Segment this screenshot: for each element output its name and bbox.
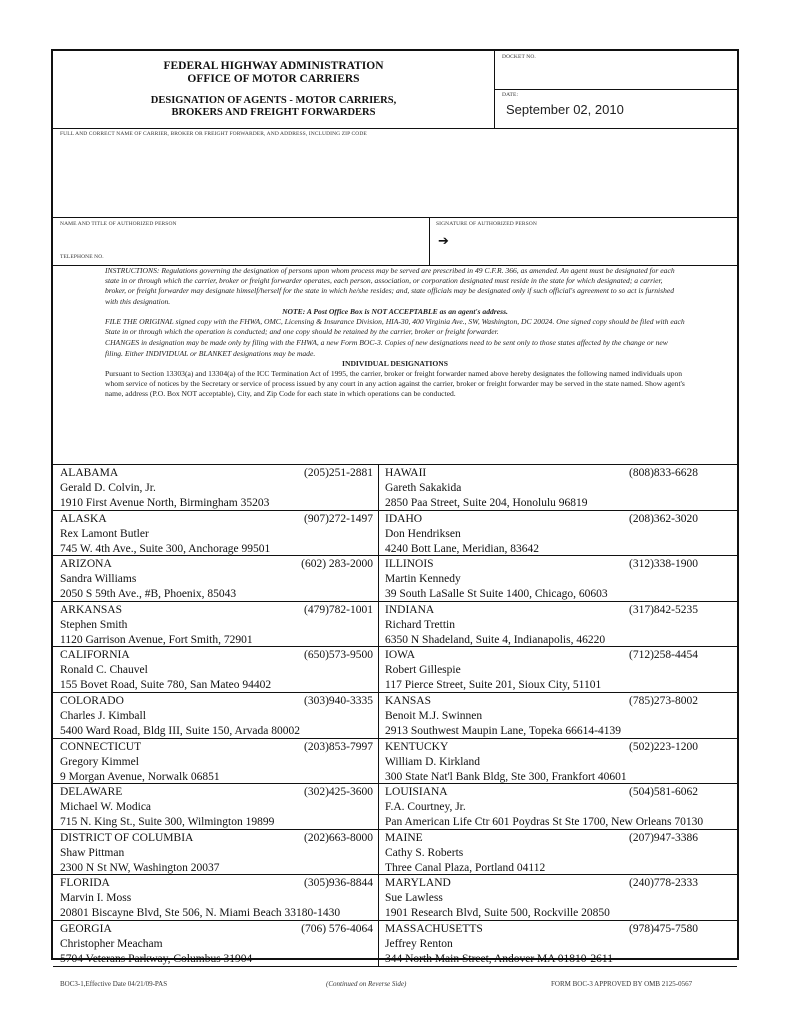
agent-state: CONNECTICUT <box>60 740 142 753</box>
instructions-paragraph: FILE THE ORIGINAL signed copy with the FHWA, OMC, Licensing & Insurance Division, HIA-30, 400 Virginia Ave., SW, Washington, DC 20024. One signed copy should be filed with each State in or through which the operation is conducted; and one copy should be retained by the carrier, broker or freight forwarder. <box>105 317 685 337</box>
agent-cell-maryland <box>380 876 704 922</box>
agent-phone: (208)362-3020 <box>629 512 698 525</box>
agent-address: 745 W. 4th Ave., Suite 300, Anchorage 99501 <box>60 542 271 555</box>
agent-phone: (504)581-6062 <box>629 786 698 799</box>
agent-name: William D. Kirkland <box>385 755 481 768</box>
agent-phone: (207)947-3386 <box>629 831 698 844</box>
agent-state: ALABAMA <box>60 467 119 479</box>
agent-address: 6350 N Shadeland, Suite 4, Indianapolis, 46220 <box>385 633 606 646</box>
agent-cell-georgia <box>55 922 379 968</box>
agent-name: Shaw Pittman <box>60 846 125 859</box>
agent-cell-alaska <box>55 512 379 558</box>
row-divider <box>53 464 737 465</box>
agent-state: DISTRICT OF COLUMBIA <box>60 831 194 844</box>
agent-name: Gareth Sakakida <box>385 482 462 494</box>
agent-cell-kentucky <box>380 740 704 786</box>
agent-state: ILLINOIS <box>385 558 434 571</box>
agent-state: INDIANA <box>385 603 435 616</box>
agency-title <box>53 60 494 86</box>
agent-address: 2300 N St NW, Washington 20037 <box>60 861 220 874</box>
telephone-label: TELEPHONE NO. <box>60 254 104 260</box>
divider <box>53 217 737 218</box>
agent-phone: (978)475-7580 <box>629 923 698 935</box>
agent-name: Martin Kennedy <box>385 573 461 586</box>
agent-phone: (205)251-2881 <box>304 467 373 479</box>
agent-state: COLORADO <box>60 695 124 707</box>
agent-state: MARYLAND <box>385 877 451 890</box>
agent-cell-connecticut <box>55 740 379 786</box>
agent-state: GEORGIA <box>60 923 112 935</box>
agent-address: 39 South LaSalle St Suite 1400, Chicago, 60603 <box>385 588 608 601</box>
row-divider <box>53 966 737 967</box>
agent-phone: (650)573-9500 <box>304 649 373 662</box>
footer-left: BOC3-1,Effective Date 04/21/09-PAS <box>60 980 168 988</box>
agent-name: Jeffrey Renton <box>385 938 453 950</box>
agent-cell-massachusetts <box>380 922 704 968</box>
agent-phone: (479)782-1001 <box>304 603 373 616</box>
row-divider <box>53 738 737 739</box>
agent-cell-colorado <box>55 694 379 740</box>
signature-label: SIGNATURE OF AUTHORIZED PERSON <box>436 221 537 227</box>
agent-address: 5704 Veterans Parkway, Columbus 31904 <box>60 953 253 965</box>
agent-name: Don Hendriksen <box>385 527 461 540</box>
agent-name: Marvin I. Moss <box>60 892 132 905</box>
agent-state: ARIZONA <box>60 558 112 571</box>
agent-cell-alabama <box>55 466 379 512</box>
form-subtitle <box>53 95 494 119</box>
agent-name: Stephen Smith <box>60 618 128 631</box>
agent-address: 1901 Research Blvd, Suite 500, Rockville 20850 <box>385 907 610 920</box>
agent-address: Pan American Life Ctr 601 Poydras St Ste 1700, New Orleans 70130 <box>385 816 704 829</box>
instructions <box>105 266 685 400</box>
agent-state: MASSACHUSETTS <box>385 923 483 935</box>
po-box-note: NOTE: A Post Office Box is NOT ACCEPTABLE as an agent's address. <box>282 306 508 316</box>
agent-name: Christopher Meacham <box>60 938 163 950</box>
agent-cell-indiana <box>380 603 704 649</box>
agent-phone: (907)272-1497 <box>304 512 373 525</box>
agent-address: 20801 Biscayne Blvd, Ste 506, N. Miami Beach 33180-1430 <box>60 907 341 920</box>
date-label: DATE: <box>502 92 519 98</box>
agent-address: 117 Pierce Street, Suite 201, Sioux City, 51101 <box>385 679 602 692</box>
agent-name: Michael W. Modica <box>60 801 152 814</box>
agent-name: Rex Lamont Butler <box>60 527 149 540</box>
form-subtitle-line2: BROKERS AND FREIGHT FORWARDERS <box>171 107 376 118</box>
agent-name: Benoit M.J. Swinnen <box>385 710 483 722</box>
agent-address: 155 Bovet Road, Suite 780, San Mateo 94402 <box>60 679 272 692</box>
agent-state: IOWA <box>385 649 416 662</box>
pursuant-paragraph: Pursuant to Section 13303(a) and 13304(a) of the ICC Termination Act of 1995, the carrier, broker or freight forwarder named above hereby designates the following named individuals upon whom service of notices by the Secretary or service of process issued by any court in any action against the carrier, broker or freight forwarder may be served in the state named. Show agent's name, address (P.O. Box NOT acceptable), City, and Zip Code for each state in which operations can be conducted. <box>105 369 685 399</box>
agent-name: Richard Trettin <box>385 618 455 631</box>
row-divider <box>53 646 737 647</box>
agent-phone: (317)842-5235 <box>629 603 698 616</box>
agent-state: CALIFORNIA <box>60 649 130 662</box>
agent-name: Sue Lawless <box>385 892 443 905</box>
divider <box>53 128 737 129</box>
agent-phone: (712)258-4454 <box>629 649 698 662</box>
agent-cell-hawaii <box>380 466 704 512</box>
agent-phone: (706) 576-4064 <box>301 923 373 935</box>
footer-center: (Continued on Reverse Side) <box>326 980 407 988</box>
agent-name: Gerald D. Colvin, Jr. <box>60 482 156 494</box>
agent-address: 5400 Ward Road, Bldg III, Suite 150, Arvada 80002 <box>60 725 301 737</box>
agent-phone: (808)833-6628 <box>629 467 698 479</box>
agent-cell-arizona <box>55 557 379 603</box>
agent-state: ARKANSAS <box>60 603 122 616</box>
authorized-person-label: NAME AND TITLE OF AUTHORIZED PERSON <box>60 221 177 227</box>
agent-cell-idaho <box>380 512 704 558</box>
column-divider <box>378 464 379 966</box>
row-divider <box>53 874 737 875</box>
agent-cell-florida <box>55 876 379 922</box>
agent-state: MAINE <box>385 831 423 844</box>
agent-name: Cathy S. Roberts <box>385 846 464 859</box>
agent-cell-district-of-columbia <box>55 831 379 877</box>
row-divider <box>53 510 737 511</box>
agent-state: IDAHO <box>385 512 423 525</box>
agent-address: 4240 Bott Lane, Meridian, 83642 <box>385 542 539 555</box>
agent-phone: (240)778-2333 <box>629 877 698 890</box>
signature-arrow-icon: ➔ <box>438 234 449 249</box>
agent-state: DELAWARE <box>60 786 123 799</box>
agent-phone: (303)940-3335 <box>304 695 373 707</box>
agent-phone: (785)273-8002 <box>629 695 698 707</box>
agent-state: LOUISIANA <box>385 786 448 799</box>
agent-name: Robert Gillespie <box>385 664 461 677</box>
agent-phone: (502)223-1200 <box>629 740 698 753</box>
boc3-form <box>51 49 739 965</box>
row-divider <box>53 601 737 602</box>
agent-cell-illinois <box>380 557 704 603</box>
date-field[interactable]: September 02, 2010 <box>506 102 624 117</box>
agent-state: HAWAII <box>385 467 427 479</box>
form-header <box>53 51 495 128</box>
agent-address: 344 North Main Street, Andover MA 01810-2611 <box>385 953 613 965</box>
agent-cell-maine <box>380 831 704 877</box>
agent-cell-delaware <box>55 785 379 831</box>
agent-address: 1910 First Avenue North, Birmingham 35203 <box>60 497 270 509</box>
agent-cell-arkansas <box>55 603 379 649</box>
agent-cell-kansas <box>380 694 704 740</box>
agent-phone: (312)338-1900 <box>629 558 698 571</box>
row-divider <box>53 920 737 921</box>
carrier-name-label: FULL AND CORRECT NAME OF CARRIER, BROKER OR FREIGHT FORWARDER, AND ADDRESS, INCLUDING ZIP CODE <box>60 131 367 137</box>
agent-address: 300 State Nat'l Bank Bldg, Ste 300, Frankfort 40601 <box>385 770 627 783</box>
agency-title-line2: OFFICE OF MOTOR CARRIERS <box>187 73 360 85</box>
docket-field[interactable] <box>495 51 739 90</box>
agent-cell-california <box>55 648 379 694</box>
row-divider <box>53 783 737 784</box>
agent-name: Charles J. Kimball <box>60 710 146 722</box>
footer-right: FORM BOC-3 APPROVED BY OMB 2125-0567 <box>551 980 693 988</box>
agent-address: Three Canal Plaza, Portland 04112 <box>385 861 546 874</box>
agent-name: Ronald C. Chauvel <box>60 664 148 677</box>
agent-cell-iowa <box>380 648 704 694</box>
row-divider <box>53 555 737 556</box>
agent-address: 9 Morgan Avenue, Norwalk 06851 <box>60 770 220 783</box>
agent-address: 2850 Paa Street, Suite 204, Honolulu 96819 <box>385 497 588 509</box>
row-divider <box>53 692 737 693</box>
agent-name: Gregory Kimmel <box>60 755 139 768</box>
agent-phone: (302)425-3600 <box>304 786 373 799</box>
agent-state: FLORIDA <box>60 877 110 890</box>
agency-title-line1: FEDERAL HIGHWAY ADMINISTRATION <box>163 60 384 72</box>
individual-designations-title: INDIVIDUAL DESIGNATIONS <box>342 358 448 368</box>
instructions-paragraph: INSTRUCTIONS: Regulations governing the designation of persons upon whom process may be served are prescribed in 49 C.F.R. 366, as amended. An agent must be designated for each state in or through which the carrier, broker or freight forwarder operates, each person, association, or corporation designated must reside in the state for which designated; a carrier, broker, or freight forwarder may designate himself/herself for the state in which he/she resides; and, state officials may be designated only if such official's agreement to so act is furnished with this designation. <box>105 266 675 306</box>
agent-phone: (602) 283-2000 <box>301 558 373 571</box>
row-divider <box>53 829 737 830</box>
agent-name: Sandra Williams <box>60 573 137 586</box>
agent-phone: (305)936-8844 <box>304 877 373 890</box>
agent-address: 2913 Southwest Maupin Lane, Topeka 66614-4139 <box>385 725 621 737</box>
agent-address: 1120 Garrison Avenue, Fort Smith, 72901 <box>60 633 253 646</box>
agent-state: KANSAS <box>385 695 432 707</box>
agent-phone: (203)853-7997 <box>304 740 373 753</box>
agent-phone: (202)663-8000 <box>304 831 373 844</box>
agent-address: 715 N. King St., Suite 300, Wilmington 19899 <box>60 816 275 829</box>
agent-state: ALASKA <box>60 512 107 525</box>
agent-address: 2050 S 59th Ave., #B, Phoenix, 85043 <box>60 588 237 601</box>
docket-label: DOCKET NO. <box>502 54 536 60</box>
form-subtitle-line1: DESIGNATION OF AGENTS - MOTOR CARRIERS, <box>150 95 397 106</box>
divider <box>429 217 430 265</box>
instructions-paragraph: CHANGES in designation may be made only by filing with the FHWA, a new Form BOC-3. Copies of new designations need to be sent only to those states affected by the change or new filing. Either INDIVIDUAL or BLANKET designations may be made. <box>105 338 668 358</box>
agent-state: KENTUCKY <box>385 740 449 753</box>
agent-cell-louisiana <box>380 785 704 831</box>
agent-name: F.A. Courtney, Jr. <box>385 801 466 814</box>
